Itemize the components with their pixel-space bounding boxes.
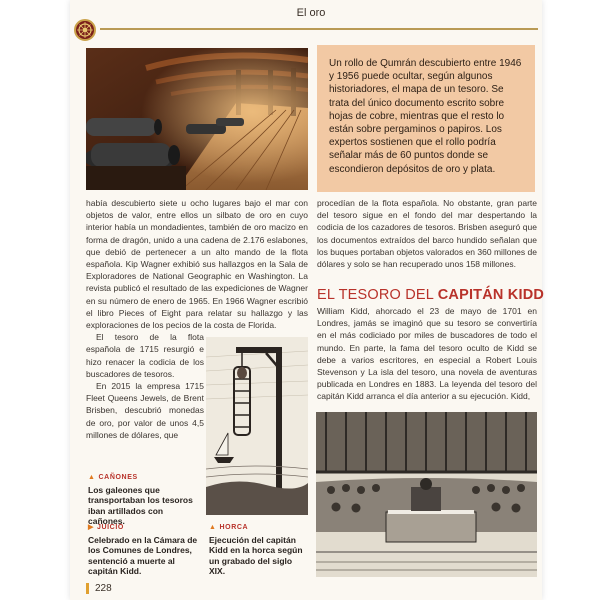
triangle-marker-icon: ▲ (209, 524, 217, 531)
caption-horca (209, 523, 309, 577)
page-number: 228 (86, 583, 112, 594)
section-heading (317, 287, 545, 303)
triangle-marker-icon: ▲ (88, 474, 96, 481)
triangle-marker-icon: ▶ (88, 524, 94, 531)
caption-horca-text: Ejecución del capitán Kidd en la horca según un grabado del siglo XIX. (209, 534, 303, 576)
caption-canones-head: ▲ CAÑONES (88, 474, 138, 481)
right-column-text (317, 197, 537, 270)
left-paragraph-1: había descubierto siete u ocho lugares bajo el mar con objetos de valor, entre ellos un silbato de oro en cuyo interior había un mondadientes, también de oro macizo en forma de dragón, unido a una cadena de 2.176 eslabones, que debió de pertenecer a un alto mando de la flota española. Kip Wagner exhibió sus hallazgos en la Sala de Exploradores de National Geographic en Washington. La revista publicó el resultado de las expediciones de Wagner en su número de enero de 1965. En 1966 Wagner escribió el libro Pieces of Eight para relatar su hallazgo y las exploraciones de los pecios de la costa de Florida. (86, 198, 308, 331)
section-heading-prefix: EL TESORO DEL (317, 287, 434, 303)
section-heading-bold: CAPITÁN KIDD (437, 287, 545, 303)
caption-juicio-head: ▶ JUICIO (88, 524, 124, 531)
trial-engraving (316, 412, 537, 577)
caption-juicio-text: Celebrado en la Cámara de los Comunes de Londres, sentenció a muerte al capitán Kidd. (88, 534, 198, 576)
caption-juicio (88, 523, 200, 577)
running-header-title: El oro (296, 7, 326, 19)
caption-canones-text: Los galeones que transportaban los tesoros iban artillados con cañones. (88, 484, 193, 526)
header-rule (100, 28, 538, 30)
gibbet-engraving (206, 337, 308, 515)
rosette-emblem-icon (74, 19, 96, 41)
left-paragraph-2: En 2015 la empresa 1715 Fleet Queens Jewels, de Brent Brisben, descubrió monedas de oro, por valor de unos 4,5 millones de dólares, que (86, 381, 204, 440)
right-paragraph-1: procedían de la flota española. No obstante, gran parte del tesoro sigue en el fondo del mar despertando la codicia de los cazadores de tesoros. Brisben aseguró que los documentos extraídos del barco hundido señalan que los buques portaban objetos valorados en 360 millones de dólares y solo se han recuperado unos 158 millones. (317, 198, 537, 270)
left-paragraph-1b: El tesoro de la flota española de 1715 resurgió e hizo renacer la codicia de los buscadores de tesoros. (86, 332, 204, 379)
qumran-info-box: Un rollo de Qumrán descubierto entre 1946 y 1956 puede ocultar, según algunos historiadores, el mapa de un tesoro. Se trata del único documento escrito sobre hojas de cobre, mientras que el resto lo están sobre pergaminos o papiros. Los expertos sostienen que el rollo podría señalar más de 60 puntos donde se escondieron depósitos de oro y plata. (317, 45, 535, 192)
kidd-section-text: William Kidd, ahorcado el 23 de mayo de 1701 en Londres, jamás se imaginó que su tesoro se convertiría en el más codiciado por miles de buscadores de todo el mundo. En parte, la fama del tesoro oculto de Kidd se debe a varios escritores, en especial a Robert Louis Stevenson y La isla del tesoro, una novela de aventuras publicada en Londres en 1883. La leyenda del tesoro del capitán Kidd arranca el día anterior a su ejecución. Kidd, (317, 306, 537, 402)
caption-canones (88, 473, 198, 527)
caption-horca-head: ▲ HORCA (209, 524, 249, 531)
ship-cannons-photo (86, 48, 308, 190)
